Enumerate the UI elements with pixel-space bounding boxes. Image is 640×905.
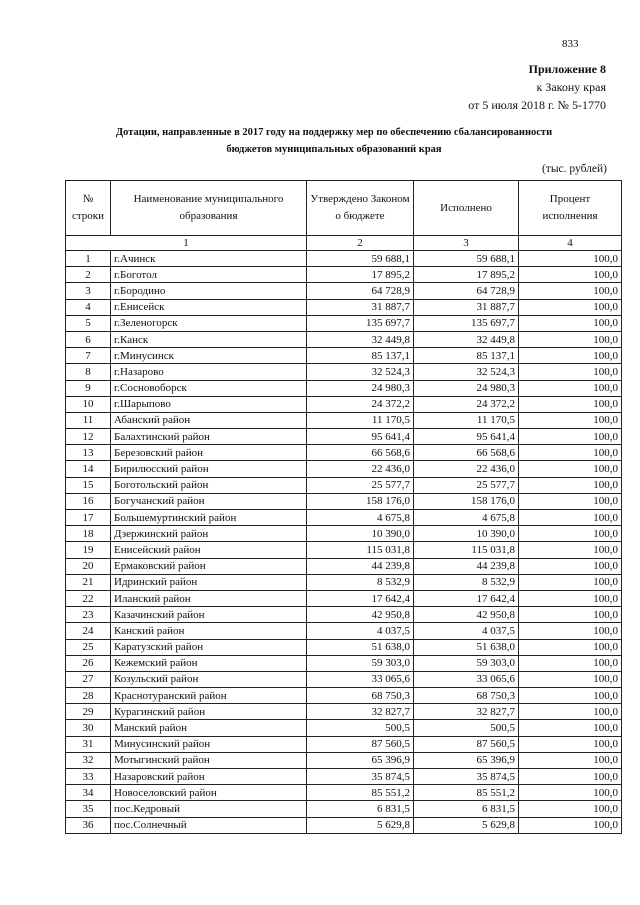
cell-municipality: Большемуртинский район [111,510,307,526]
table-row [66,801,622,817]
table-row [66,283,622,299]
column-number-row [66,236,622,251]
cell-municipality: Абанский район [111,412,307,428]
cell-row-number: 14 [66,461,111,477]
cell-municipality: Кежемский район [111,655,307,671]
table-row [66,720,622,736]
cell-percent: 100,0 [519,429,622,445]
cell-percent: 100,0 [519,283,622,299]
table-row [66,477,622,493]
table-row [66,493,622,509]
cell-row-number: 27 [66,671,111,687]
table-row [66,267,622,283]
cell-row-number: 19 [66,542,111,558]
cell-percent: 100,0 [519,752,622,768]
table-row [66,526,622,542]
cell-percent: 100,0 [519,267,622,283]
cell-row-number: 20 [66,558,111,574]
cell-row-number: 11 [66,412,111,428]
cell-municipality: г.Бородино [111,283,307,299]
cell-row-number: 17 [66,510,111,526]
cell-executed: 44 239,8 [414,558,519,574]
cell-percent: 100,0 [519,688,622,704]
cell-approved: 59 688,1 [307,251,414,267]
cell-executed: 10 390,0 [414,526,519,542]
column-number-1: 1 [66,236,307,251]
cell-row-number: 9 [66,380,111,396]
appendix-block [468,60,606,114]
cell-executed: 64 728,9 [414,283,519,299]
cell-executed: 4 675,8 [414,510,519,526]
cell-percent: 100,0 [519,574,622,590]
table-row [66,542,622,558]
cell-percent: 100,0 [519,769,622,785]
cell-percent: 100,0 [519,477,622,493]
cell-row-number: 33 [66,769,111,785]
cell-approved: 24 372,2 [307,396,414,412]
cell-approved: 65 396,9 [307,752,414,768]
cell-percent: 100,0 [519,364,622,380]
cell-municipality: Козульский район [111,671,307,687]
cell-percent: 100,0 [519,704,622,720]
cell-executed: 32 449,8 [414,331,519,347]
cell-executed: 87 560,5 [414,736,519,752]
cell-percent: 100,0 [519,558,622,574]
header-executed: Исполнено [414,181,519,236]
cell-approved: 85 551,2 [307,785,414,801]
cell-percent: 100,0 [519,412,622,428]
table-header-row [66,181,622,236]
cell-executed: 31 887,7 [414,299,519,315]
cell-percent: 100,0 [519,510,622,526]
table-row [66,704,622,720]
cell-percent: 100,0 [519,445,622,461]
cell-row-number: 4 [66,299,111,315]
column-number-4: 4 [519,236,622,251]
units-label: (тыс. рублей) [541,163,607,175]
cell-executed: 33 065,6 [414,671,519,687]
cell-percent: 100,0 [519,396,622,412]
cell-executed: 66 568,6 [414,445,519,461]
cell-municipality: г.Канск [111,331,307,347]
cell-approved: 11 170,5 [307,412,414,428]
cell-percent: 100,0 [519,348,622,364]
cell-municipality: г.Ачинск [111,251,307,267]
table-row [66,412,622,428]
cell-municipality: Боготольский район [111,477,307,493]
subsidies-table [65,180,622,834]
cell-approved: 4 037,5 [307,623,414,639]
cell-approved: 66 568,6 [307,445,414,461]
document-title-line-2: бюджетов муниципальных образований края [226,144,442,155]
cell-municipality: г.Минусинск [111,348,307,364]
table-row [66,251,622,267]
cell-municipality: Краснотуранский район [111,688,307,704]
cell-approved: 22 436,0 [307,461,414,477]
table-row [66,623,622,639]
cell-approved: 5 629,8 [307,817,414,833]
table-row [66,817,622,833]
table-row [66,785,622,801]
cell-municipality: г.Сосновоборск [111,380,307,396]
cell-executed: 35 874,5 [414,769,519,785]
table-row [66,574,622,590]
column-number-3: 3 [414,236,519,251]
cell-municipality: г.Енисейск [111,299,307,315]
cell-row-number: 2 [66,267,111,283]
cell-municipality: г.Назарово [111,364,307,380]
cell-row-number: 12 [66,429,111,445]
cell-executed: 6 831,5 [414,801,519,817]
cell-municipality: г.Шарыпово [111,396,307,412]
cell-row-number: 23 [66,607,111,623]
table-row [66,429,622,445]
cell-executed: 59 303,0 [414,655,519,671]
cell-municipality: Минусинский район [111,736,307,752]
cell-approved: 115 031,8 [307,542,414,558]
column-number-2: 2 [307,236,414,251]
cell-percent: 100,0 [519,526,622,542]
cell-row-number: 15 [66,477,111,493]
cell-executed: 85 137,1 [414,348,519,364]
cell-executed: 25 577,7 [414,477,519,493]
cell-row-number: 30 [66,720,111,736]
cell-percent: 100,0 [519,785,622,801]
table-row [66,445,622,461]
cell-percent: 100,0 [519,493,622,509]
table-row [66,590,622,606]
table-row [66,331,622,347]
cell-approved: 8 532,9 [307,574,414,590]
table-row [66,299,622,315]
cell-percent: 100,0 [519,736,622,752]
cell-row-number: 5 [66,315,111,331]
cell-municipality: Бирилюсский район [111,461,307,477]
table-row [66,688,622,704]
cell-row-number: 36 [66,817,111,833]
cell-executed: 95 641,4 [414,429,519,445]
cell-approved: 44 239,8 [307,558,414,574]
cell-approved: 17 642,4 [307,590,414,606]
cell-row-number: 24 [66,623,111,639]
table-row [66,558,622,574]
cell-row-number: 28 [66,688,111,704]
cell-percent: 100,0 [519,639,622,655]
cell-row-number: 16 [66,493,111,509]
cell-approved: 31 887,7 [307,299,414,315]
cell-approved: 32 524,3 [307,364,414,380]
cell-approved: 4 675,8 [307,510,414,526]
cell-executed: 32 524,3 [414,364,519,380]
table-row [66,639,622,655]
cell-executed: 51 638,0 [414,639,519,655]
appendix-line-2: от 5 июля 2018 г. № 5-1770 [468,98,606,112]
cell-approved: 59 303,0 [307,655,414,671]
cell-executed: 68 750,3 [414,688,519,704]
cell-row-number: 34 [66,785,111,801]
cell-executed: 17 642,4 [414,590,519,606]
table-row [66,315,622,331]
appendix-title: Приложение 8 [528,62,606,76]
cell-executed: 5 629,8 [414,817,519,833]
header-percent: Процент исполнения [519,181,622,236]
cell-percent: 100,0 [519,590,622,606]
table-row [66,607,622,623]
cell-executed: 135 697,7 [414,315,519,331]
cell-percent: 100,0 [519,251,622,267]
cell-row-number: 35 [66,801,111,817]
cell-municipality: Манский район [111,720,307,736]
cell-percent: 100,0 [519,315,622,331]
cell-municipality: Березовский район [111,445,307,461]
table-row [66,752,622,768]
cell-municipality: Курагинский район [111,704,307,720]
cell-municipality: Идринский район [111,574,307,590]
page-number: 833 [562,38,579,50]
cell-percent: 100,0 [519,801,622,817]
cell-percent: 100,0 [519,655,622,671]
cell-approved: 42 950,8 [307,607,414,623]
cell-percent: 100,0 [519,720,622,736]
table-row [66,769,622,785]
cell-executed: 24 980,3 [414,380,519,396]
cell-executed: 115 031,8 [414,542,519,558]
cell-row-number: 32 [66,752,111,768]
cell-percent: 100,0 [519,671,622,687]
cell-approved: 32 449,8 [307,331,414,347]
cell-row-number: 1 [66,251,111,267]
cell-approved: 500,5 [307,720,414,736]
cell-row-number: 7 [66,348,111,364]
table-row [66,348,622,364]
cell-executed: 4 037,5 [414,623,519,639]
cell-municipality: Балахтинский район [111,429,307,445]
cell-row-number: 26 [66,655,111,671]
cell-approved: 68 750,3 [307,688,414,704]
cell-row-number: 22 [66,590,111,606]
cell-percent: 100,0 [519,380,622,396]
cell-executed: 17 895,2 [414,267,519,283]
cell-executed: 65 396,9 [414,752,519,768]
cell-municipality: пос.Кедровый [111,801,307,817]
cell-municipality: Мотыгинский район [111,752,307,768]
cell-approved: 85 137,1 [307,348,414,364]
cell-executed: 11 170,5 [414,412,519,428]
cell-executed: 22 436,0 [414,461,519,477]
cell-approved: 35 874,5 [307,769,414,785]
cell-percent: 100,0 [519,607,622,623]
cell-row-number: 18 [66,526,111,542]
cell-executed: 8 532,9 [414,574,519,590]
cell-municipality: Каратузский район [111,639,307,655]
table-body [66,236,622,834]
cell-municipality: Енисейский район [111,542,307,558]
table-row [66,510,622,526]
cell-executed: 85 551,2 [414,785,519,801]
cell-executed: 24 372,2 [414,396,519,412]
table-row [66,396,622,412]
cell-municipality: Назаровский район [111,769,307,785]
table-row [66,655,622,671]
cell-executed: 42 950,8 [414,607,519,623]
cell-municipality: Канский район [111,623,307,639]
cell-row-number: 13 [66,445,111,461]
cell-percent: 100,0 [519,331,622,347]
cell-row-number: 25 [66,639,111,655]
header-approved: Утверждено Законом о бюджете [307,181,414,236]
cell-executed: 158 176,0 [414,493,519,509]
cell-municipality: Новоселовский район [111,785,307,801]
cell-municipality: г.Зеленогорск [111,315,307,331]
cell-executed: 59 688,1 [414,251,519,267]
table-row [66,671,622,687]
cell-approved: 158 176,0 [307,493,414,509]
cell-municipality: пос.Солнечный [111,817,307,833]
cell-approved: 17 895,2 [307,267,414,283]
cell-executed: 500,5 [414,720,519,736]
cell-municipality: Казачинский район [111,607,307,623]
cell-approved: 24 980,3 [307,380,414,396]
cell-percent: 100,0 [519,542,622,558]
cell-approved: 25 577,7 [307,477,414,493]
appendix-line-1: к Закону края [536,80,606,94]
table-row [66,461,622,477]
cell-approved: 10 390,0 [307,526,414,542]
cell-row-number: 10 [66,396,111,412]
cell-approved: 6 831,5 [307,801,414,817]
header-municipality: Наименование муниципального образования [111,181,307,236]
cell-row-number: 21 [66,574,111,590]
cell-municipality: Иланский район [111,590,307,606]
cell-municipality: г.Боготол [111,267,307,283]
cell-approved: 33 065,6 [307,671,414,687]
cell-row-number: 8 [66,364,111,380]
table-row [66,364,622,380]
cell-approved: 64 728,9 [307,283,414,299]
cell-row-number: 3 [66,283,111,299]
header-row-number: № строки [66,181,111,236]
cell-executed: 32 827,7 [414,704,519,720]
cell-approved: 135 697,7 [307,315,414,331]
table-row [66,736,622,752]
cell-row-number: 31 [66,736,111,752]
cell-approved: 87 560,5 [307,736,414,752]
cell-row-number: 29 [66,704,111,720]
table-row [66,380,622,396]
document-title-line-1: Дотации, направленные в 2017 году на поддержку мер по обеспечению сбалансированности [115,127,553,138]
cell-municipality: Богучанский район [111,493,307,509]
cell-row-number: 6 [66,331,111,347]
cell-approved: 95 641,4 [307,429,414,445]
cell-percent: 100,0 [519,461,622,477]
cell-percent: 100,0 [519,623,622,639]
cell-municipality: Ермаковский район [111,558,307,574]
cell-approved: 51 638,0 [307,639,414,655]
document-title [60,124,608,158]
cell-percent: 100,0 [519,299,622,315]
cell-approved: 32 827,7 [307,704,414,720]
cell-municipality: Дзержинский район [111,526,307,542]
cell-percent: 100,0 [519,817,622,833]
